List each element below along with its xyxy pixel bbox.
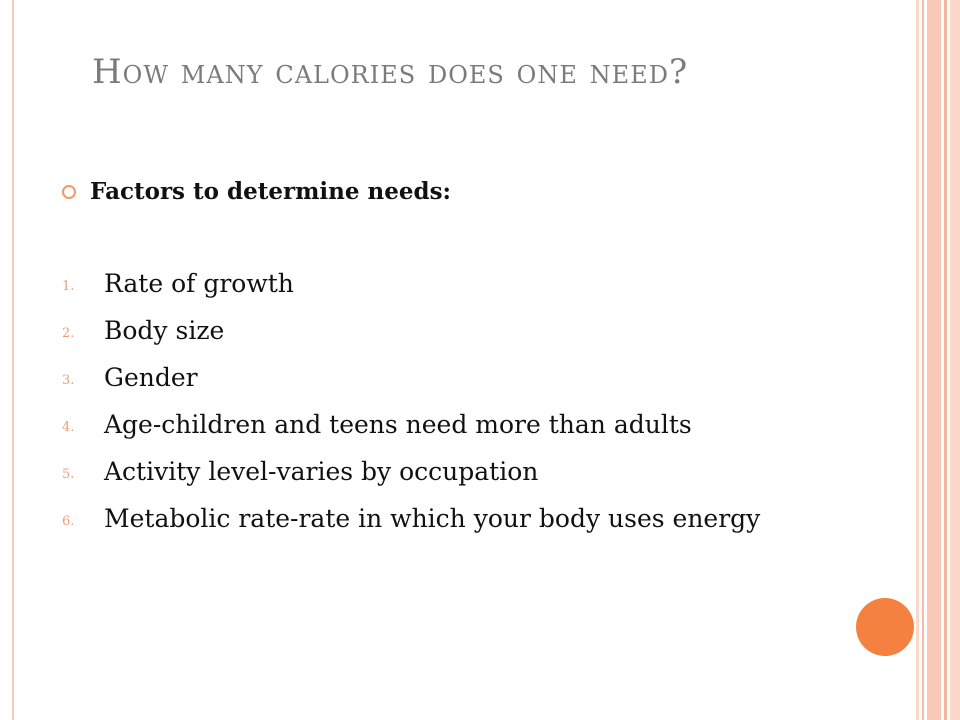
- heading-text: Factors to determine needs:: [90, 178, 452, 205]
- item-number: 3.: [62, 373, 75, 388]
- orange-circle-decoration: [856, 598, 914, 656]
- bullet-heading: [62, 178, 451, 205]
- list-item: [62, 456, 842, 488]
- item-number: 5.: [62, 467, 75, 482]
- item-number: 4.: [62, 420, 75, 435]
- list-item: [62, 268, 842, 300]
- item-number: 2.: [62, 326, 75, 341]
- list-item: [62, 315, 842, 347]
- item-number: 6.: [62, 514, 75, 529]
- item-text: Gender: [104, 363, 198, 392]
- list-item: [62, 362, 842, 394]
- stripe: [922, 0, 924, 720]
- stripe: [950, 0, 960, 720]
- ring-bullet-icon: [62, 185, 76, 199]
- item-text: Rate of growth: [104, 269, 294, 298]
- stripe: [944, 0, 947, 720]
- factors-list: [62, 268, 842, 550]
- stripe: [916, 0, 919, 720]
- stripe: [927, 0, 941, 720]
- slide-title: How many calories does one need?: [92, 52, 689, 92]
- item-text: Metabolic rate-rate in which your body uses energy: [104, 504, 761, 533]
- list-item: [62, 503, 842, 535]
- item-number: 1.: [62, 279, 75, 294]
- item-text: Body size: [104, 316, 225, 345]
- item-text: Activity level-varies by occupation: [104, 457, 539, 486]
- left-border-line: [12, 0, 14, 720]
- list-item: [62, 409, 842, 441]
- item-text: Age-children and teens need more than adults: [104, 410, 692, 439]
- right-decorative-stripes: [916, 0, 960, 720]
